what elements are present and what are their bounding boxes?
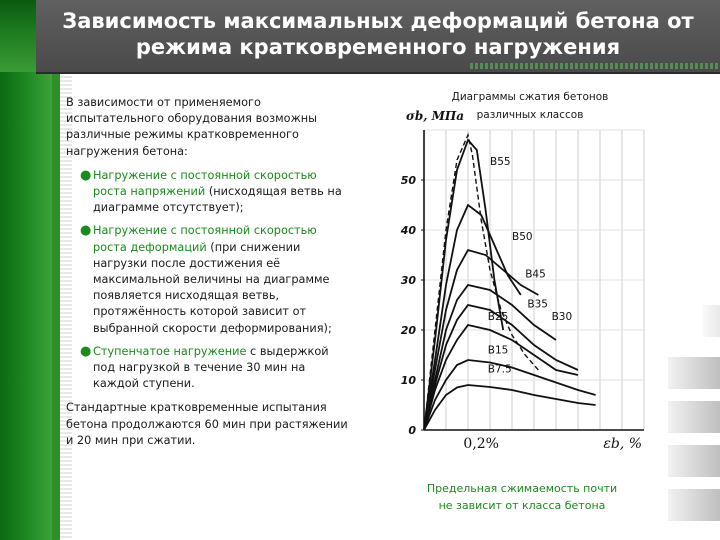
bottom-caption-line1: Предельная сжимаемость почти bbox=[426, 482, 618, 495]
y-tick-label: 40 bbox=[400, 224, 416, 237]
series-label: B35 bbox=[527, 298, 548, 311]
bullet-text: с выдержкой под нагрузкой в течение 30 мин на каждой ступени. bbox=[93, 344, 329, 391]
y-tick-label: 0 bbox=[408, 424, 416, 437]
x-tick-label: 0,2% bbox=[463, 436, 499, 452]
series-line-B7.5 bbox=[424, 385, 596, 430]
title-dots-decoration bbox=[470, 63, 720, 69]
series-label: B55 bbox=[490, 156, 511, 168]
figure-caption-line2: различных классов bbox=[476, 109, 584, 121]
series-label: B30 bbox=[551, 311, 573, 323]
series-label: B45 bbox=[525, 268, 546, 281]
y-tick-label: 30 bbox=[400, 274, 416, 287]
bullet-item-1 bbox=[66, 168, 351, 217]
corner-decoration bbox=[668, 305, 720, 540]
bullet-text: (при снижении нагрузки после достижения её максимальной величины на диаграмме появляется нисходящая ветвь, протяжённость которой зависит от выбранной скорости деформирования); bbox=[93, 240, 332, 335]
series-label: B50 bbox=[512, 231, 533, 243]
bullet-item-2 bbox=[66, 223, 351, 336]
series-label: B15 bbox=[487, 344, 509, 357]
bottom-caption-line2: не зависит от класса бетона bbox=[438, 499, 606, 512]
slide-title bbox=[36, 8, 720, 60]
bullet-dot-icon: ● bbox=[80, 223, 92, 239]
bullet-item-3 bbox=[66, 344, 351, 393]
y-axis-label: σb, МПа bbox=[406, 110, 464, 123]
deco-bar bbox=[668, 401, 720, 433]
deco-bar bbox=[702, 305, 720, 337]
left-text-block bbox=[66, 95, 351, 449]
x-axis-label: εb, % bbox=[603, 436, 642, 452]
bullet-text: (нисходящая ветвь на диаграмме отсутствует); bbox=[93, 185, 342, 215]
left-green-edge bbox=[52, 0, 60, 540]
series-label: B25 bbox=[487, 311, 509, 323]
y-tick-label: 50 bbox=[400, 174, 416, 187]
bullet-dot-icon: ● bbox=[80, 167, 92, 183]
compression-diagram-chart bbox=[388, 110, 660, 460]
deco-bar bbox=[668, 489, 720, 521]
bullet-dot-icon: ● bbox=[80, 343, 92, 359]
figure-caption-line1: Диаграммы сжатия бетонов bbox=[451, 91, 609, 103]
left-green-band bbox=[0, 0, 52, 540]
bullet-highlight: Ступенчатое нагружение bbox=[93, 344, 247, 358]
bullet-list bbox=[66, 168, 351, 393]
y-tick-label: 20 bbox=[400, 324, 416, 337]
deco-bar bbox=[668, 357, 720, 389]
slide-title-line1: Зависимость максимальных деформаций бетона от bbox=[62, 9, 694, 33]
bullet-highlight: Нагружение с постоянной скоростью роста деформаций bbox=[93, 224, 317, 254]
bullet-highlight: Нагружение с постоянной скоростью роста напряжений bbox=[93, 168, 317, 199]
bottom-caption bbox=[412, 480, 632, 514]
slide-title-line2: режима кратковременного нагружения bbox=[135, 35, 621, 59]
series-label: B7.5 bbox=[487, 363, 512, 376]
deco-bar bbox=[668, 445, 720, 477]
y-tick-label: 10 bbox=[400, 374, 416, 387]
intro-paragraph: В зависимости от применяемого испытательного оборудования возможны различные режимы кратковременного нагружения бетона: bbox=[66, 96, 318, 158]
footer-paragraph: Стандартные кратковременные испытания бетона продолжаются 60 мин при растяжении и 20 мин при сжатии. bbox=[66, 401, 348, 447]
